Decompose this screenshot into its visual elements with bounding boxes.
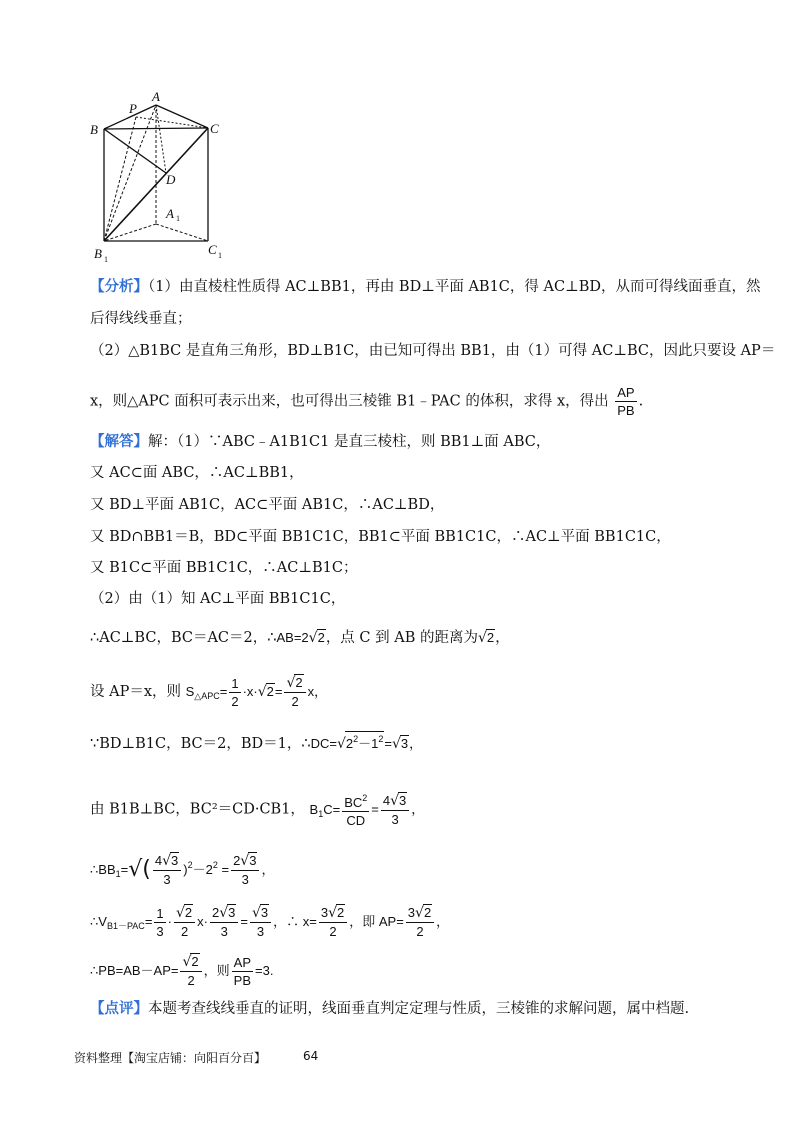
solution-line-12: $\therefore V_{B1-PAC}=$ $\frac{1}{3}$ · $\frac{√2}{2}$ x· $\frac{2√3}{3}$ = $\frac{√3}{3}$ ，∴ x= $\frac{3√2}{2}$ ，即 AP= $\frac{3√2}{2}$ ， [90,905,450,939]
solution-line-0: 【解答】解：（1）∵ABC﹣A1B1C1 是直三棱柱，则 BB1⊥面 ABC， [90,433,551,450]
solution-tag: 【解答】 [90,433,148,450]
label-A1-sub: 1 [176,214,180,223]
label-B: B [90,122,98,137]
page-number: 64 [303,1049,319,1063]
analysis-line-2: （2）△B1BC 是直角三角形，BD⊥B1C，由已知可得出 BB1，由（1）可得 AC⊥BC，因此只要设 AP＝ [90,343,776,359]
label-B1-sub: 1 [104,255,108,264]
label-A1: A [166,206,174,221]
analysis-line-1 [90,277,761,297]
analysis-line-1b: 后得线线垂直； [90,311,192,327]
solution-line-7: ∴AC⊥BC，BC＝AC＝2，∴AB=2√2，点 C 到 AB 的距离为√2， [90,630,510,646]
analysis-line-3: x，则△APC 面积可表示出来，也可得出三棱锥 B1﹣PAC 的体积，求得 x，得出 $\frac{AP}{PB}$ . [90,385,644,418]
solution-line-13: ∴PB=AB－AP= $\frac{√2}{2}$ ，则 $\frac{AP}{PB}$ =3. [90,954,274,988]
label-C1-sub: 1 [218,251,222,260]
label-D: D [166,172,176,187]
label-B1: B [94,246,102,261]
analysis-tag: 【分析】 [90,278,148,295]
label-C: C [210,121,219,136]
solution-line-9: ∵BD⊥B1C，BC＝2，BD＝1，$\therefore DC=√2^2-1^2=√3$， [90,731,422,754]
analysis-text-1: （1）由直棱柱性质得 AC⊥BB1，再由 BD⊥平面 AB1C，得 AC⊥BD，从而可得线面垂直，然 [148,279,761,295]
solution-line-10: 由 B1B⊥BC，BC²＝CD·CB1， $B_1C=$ $\frac{BC^2}{CD}$ = $\frac{4√3}{3}$ ， [90,790,424,829]
prism-figure [86,88,236,266]
label-C1: C [208,242,217,257]
solution-line-6: （2）由（1）知 AC⊥平面 BB1C1C， [90,591,346,607]
comment-line: 【点评】本题考查线线垂直的证明，线面垂直判定定理与性质，三棱锥的求解问题，属中档题. [90,1000,690,1017]
footer-text: 资料整理【淘宝店铺：向阳百分百】 [74,1051,267,1065]
fraction-ap-pb: $\frac{AP}{PB}$ [617,385,635,418]
label-P: P [129,101,137,116]
solution-line-8: 设 AP＝x，则 $S_{\triangle APC}=$ $\frac{1}{2}$ ·x·√2= $\frac{√2}{2}$ x， [90,675,328,709]
solution-line-2: 又 AC⊂面 ABC，∴AC⊥BB1， [90,465,304,481]
comment-tag: 【点评】 [90,1000,148,1017]
solution-line-11: $\therefore BB_1=√$( $\frac{4√3}{3}$ )$^2-2^2$ = $\frac{2√3}{3}$ ， [90,853,275,887]
solution-line-3: 又 BD⊥平面 AB1C，AC⊂平面 AB1C，∴AC⊥BD， [90,497,445,513]
label-A: A [152,89,160,104]
solution-line-5: 又 B1C⊂平面 BB1C1C，∴AC⊥B1C； [90,560,358,576]
solution-line-4: 又 BD∩BB1＝B，BD⊂平面 BB1C1C，BB1⊂平面 BB1C1C，∴AC⊥平面 BB1C1C， [90,529,671,545]
prism-diagram [86,88,236,266]
